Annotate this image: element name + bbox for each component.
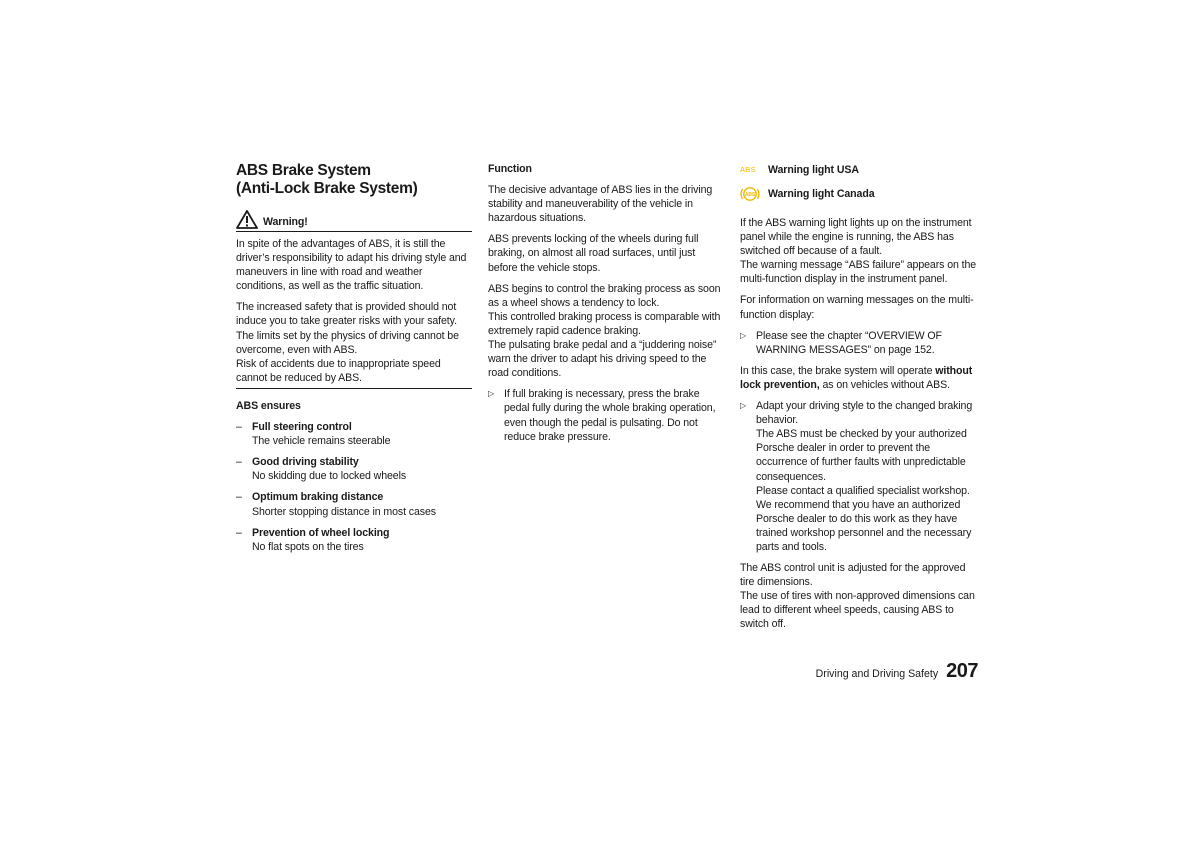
info-paragraph-1a: If the ABS warning light lights up on the instrument panel while the engine is running, the ABS has switched off because of a fault. <box>740 217 972 258</box>
warning-light-canada-label: Warning light Canada <box>768 187 875 200</box>
right-column <box>740 162 978 639</box>
left-column <box>236 162 472 561</box>
warning-paragraph-2 <box>236 300 472 385</box>
title-line-1: ABS Brake System <box>236 162 371 179</box>
list-item <box>236 490 472 518</box>
function-paragraph-3 <box>488 282 724 381</box>
list-item <box>236 526 472 554</box>
list-item-desc: No skidding due to locked wheels <box>252 470 407 483</box>
info-paragraph-3-post: as on vehicles without ABS. <box>819 378 950 391</box>
triangle-bullet-icon: ▷ <box>740 401 747 411</box>
instruction-text-block <box>756 399 978 554</box>
page-title <box>236 162 472 198</box>
dash-marker: – <box>236 456 242 469</box>
function-paragraph-3b: This controlled braking process is comparable with extremely rapid cadence braking. <box>488 310 721 337</box>
page-footer <box>780 660 978 683</box>
function-paragraph-2: ABS prevents locking of the wheels during full braking, on almost all road surfaces, until just before the vehicle stops. <box>488 233 699 274</box>
page-number: 207 <box>946 660 978 682</box>
info-paragraph-4 <box>740 561 978 631</box>
list-item-desc: Shorter stopping distance in most cases <box>252 505 436 518</box>
abs-canada-icon-text: (ABS) <box>743 192 757 198</box>
abs-ensures-heading: ABS ensures <box>236 399 301 412</box>
triangle-bullet-icon: ▷ <box>488 389 495 399</box>
warning-light-usa-label: Warning light USA <box>768 163 859 176</box>
warning-paragraph-2-text: The increased safety that is provided should not induce you to take greater risks with your safety. The limits set by the physics of driving cannot be overcome, even with ABS. <box>236 301 459 356</box>
instruction-item <box>488 387 724 443</box>
abs-icon-text: ABS <box>740 164 756 174</box>
warning-paragraph-1: In spite of the advantages of ABS, it is still the driver’s responsibility to adapt his driving style and maneuvers in line with road and weather conditions, as well as the traffic situation. <box>236 238 467 293</box>
list-item-desc: No flat spots on the tires <box>252 540 364 553</box>
instruction-line-2: The ABS must be checked by your authorized Porsche dealer in order to prevent the occurrence of further faults with unpredictable consequences. <box>756 428 967 483</box>
warning-paragraph-3-text: Risk of accidents due to inappropriate speed cannot be reduced by ABS. <box>236 357 441 384</box>
info-paragraph-3-pre: In this case, the brake system will operate <box>740 364 936 377</box>
list-item <box>236 420 472 448</box>
list-item-title: Optimum braking distance <box>252 491 384 504</box>
dash-marker: – <box>236 491 242 504</box>
instruction-text: Please see the chapter “OVERVIEW OF WARNING MESSAGES” on page 152. <box>756 329 942 356</box>
info-paragraph-2: For information on warning messages on the multi-function display: <box>740 294 974 321</box>
function-paragraph-3c: The pulsating brake pedal and a “juddering noise” warn the driver to adapt his driving speed to the road conditions. <box>488 339 717 380</box>
abs-warning-light-icon <box>740 163 768 177</box>
info-paragraph-4b: The use of tires with non-approved dimensions can lead to different wheel speeds, causing ABS to switch off. <box>740 590 975 631</box>
warning-label: Warning! <box>263 215 308 228</box>
warning-triangle-icon <box>236 210 258 229</box>
triangle-bullet-icon: ▷ <box>740 330 747 340</box>
middle-column <box>488 162 724 451</box>
warning-light-usa <box>740 162 978 178</box>
title-line-2: (Anti-Lock Brake System) <box>236 180 418 197</box>
dash-marker: – <box>236 526 242 539</box>
instruction-line-1: Adapt your driving style to the changed braking behavior. <box>756 400 973 427</box>
function-paragraph-3a: ABS begins to control the braking process as soon as a wheel shows a tendency to lock. <box>488 282 721 309</box>
section-name: Driving and Driving Safety <box>815 668 939 680</box>
function-heading: Function <box>488 163 532 175</box>
instruction-text: If full braking is necessary, press the brake pedal fully during the whole braking operation, even though the pedal is pulsating. Do not reduce brake pressure. <box>504 388 716 443</box>
info-paragraph-1 <box>740 216 978 286</box>
info-paragraph-3-bold: without lock prevention, <box>740 364 973 391</box>
info-paragraph-1b: The warning message “ABS failure” appears on the multi-function display in the instrument panel. <box>740 259 977 286</box>
list-item-desc: The vehicle remains steerable <box>252 435 391 448</box>
list-item-title: Prevention of wheel locking <box>252 526 390 539</box>
warning-light-canada <box>740 186 978 202</box>
list-item <box>236 455 472 483</box>
instruction-item <box>740 329 978 357</box>
abs-canada-warning-light-icon <box>740 186 768 202</box>
function-paragraph-1: The decisive advantage of ABS lies in the driving stability and maneuverability of the vehicle in hazardous situations. <box>488 184 713 225</box>
info-paragraph-4a: The ABS control unit is adjusted for the approved tire dimensions. <box>740 562 966 589</box>
info-paragraph-3 <box>740 364 978 392</box>
warning-header <box>236 210 472 232</box>
list-item-title: Full steering control <box>252 421 352 434</box>
dash-marker: – <box>236 421 242 434</box>
warning-body <box>236 237 472 389</box>
instruction-line-3: Please contact a qualified specialist workshop. We recommend that you have an authorized Porsche dealer to do this work as they have trained workshop personnel and the necessary parts and tools. <box>756 484 972 553</box>
instruction-item <box>740 399 978 554</box>
list-item-title: Good driving stability <box>252 456 359 469</box>
abs-circle-icon <box>740 186 760 202</box>
